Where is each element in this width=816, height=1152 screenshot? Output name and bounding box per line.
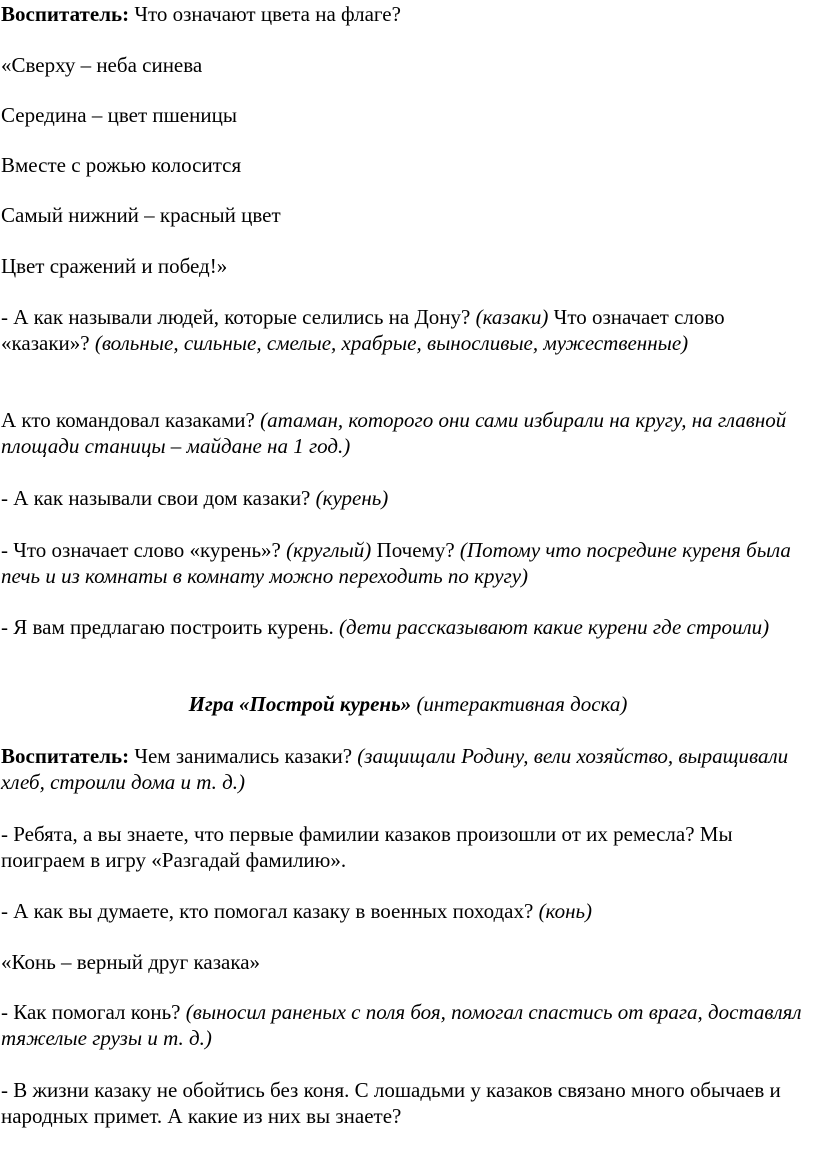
paragraph-horse-helper [1, 898, 806, 924]
paragraph-horse-friend: «Конь – верный друг казака» [1, 950, 261, 974]
answer-text: (Потому что посредине куреня была печь и из комнаты в комнату можно переходить по кругу) [1, 538, 791, 588]
speaker-label: Воспитатель: [1, 2, 130, 26]
paragraph-don-people [1, 304, 806, 356]
answer-text: (выносил раненых с поля боя, помогал спастись от врага, доставлял тяжелые грузы и т. д.) [1, 1000, 802, 1050]
question-text: - А как называли людей, которые селились на Дону? [1, 305, 476, 329]
question-text: - А как называли свои дом казаки? [1, 486, 316, 510]
question-text: Что означает слово «казаки»? [1, 305, 725, 355]
poem-line-4: Самый нижний – красный цвет [1, 203, 281, 227]
answer-text: (дети рассказывают какие курени где строили) [338, 615, 770, 639]
paragraph-build-kuren [1, 614, 806, 640]
paragraph-kuren-meaning [1, 537, 806, 589]
question-text: - А как вы думаете, кто помогал казаку в военных походах? [1, 899, 539, 923]
game-note: (интерактивная доска) [411, 692, 628, 716]
answer-text: (казаки) [475, 305, 549, 329]
paragraph-surnames: - Ребята, а вы знаете, что первые фамилии казаков произошли от их ремесла? Мы поиграем в игру «Разгадай фамилию». [1, 822, 733, 872]
paragraph-horse-customs: - В жизни казаку не обойтись без коня. С лошадьми у казаков связано много обычаев и народных примет. А какие из них вы знаете? [1, 1078, 781, 1128]
paragraph-horse-help [1, 999, 806, 1051]
poem-line-2: Середина – цвет пшеницы [1, 103, 237, 127]
answer-text: (курень) [315, 486, 389, 510]
paragraph-flag-question [1, 1, 806, 27]
game-title: Игра «Построй курень» [188, 692, 412, 716]
question-text: А кто командовал казаками? [1, 408, 261, 432]
question-text: Почему? [371, 538, 460, 562]
poem-line-5: Цвет сражений и побед!» [1, 254, 228, 278]
game-heading [0, 691, 816, 717]
poem-line-1: «Сверху – неба синева [1, 53, 203, 77]
question-text: - Что означает слово «курень»? [1, 538, 287, 562]
paragraph-commander [1, 407, 806, 459]
question-text: - Как помогал конь? [1, 1000, 186, 1024]
answer-text: (вольные, сильные, смелые, храбрые, выносливые, мужественные) [94, 331, 689, 355]
poem-line-3: Вместе с рожью колосится [1, 153, 242, 177]
answer-text: (защищали Родину, вели хозяйство, выращивали хлеб, строили дома и т. д.) [1, 744, 789, 794]
question-text: Чем занимались казаки? [129, 744, 358, 768]
answer-text: (атаман, которого они сами избирали на кругу, на главной площади станицы – майдане на 1 год.) [1, 408, 787, 458]
paragraph-house-name [1, 485, 806, 511]
answer-text: (круглый) [286, 538, 372, 562]
speaker-label: Воспитатель: [1, 744, 130, 768]
question-text: - Я вам предлагаю построить курень. [1, 615, 339, 639]
answer-text: (конь) [538, 899, 593, 923]
question-text: Что означают цвета на флаге? [129, 2, 401, 26]
paragraph-occupations [1, 743, 806, 795]
